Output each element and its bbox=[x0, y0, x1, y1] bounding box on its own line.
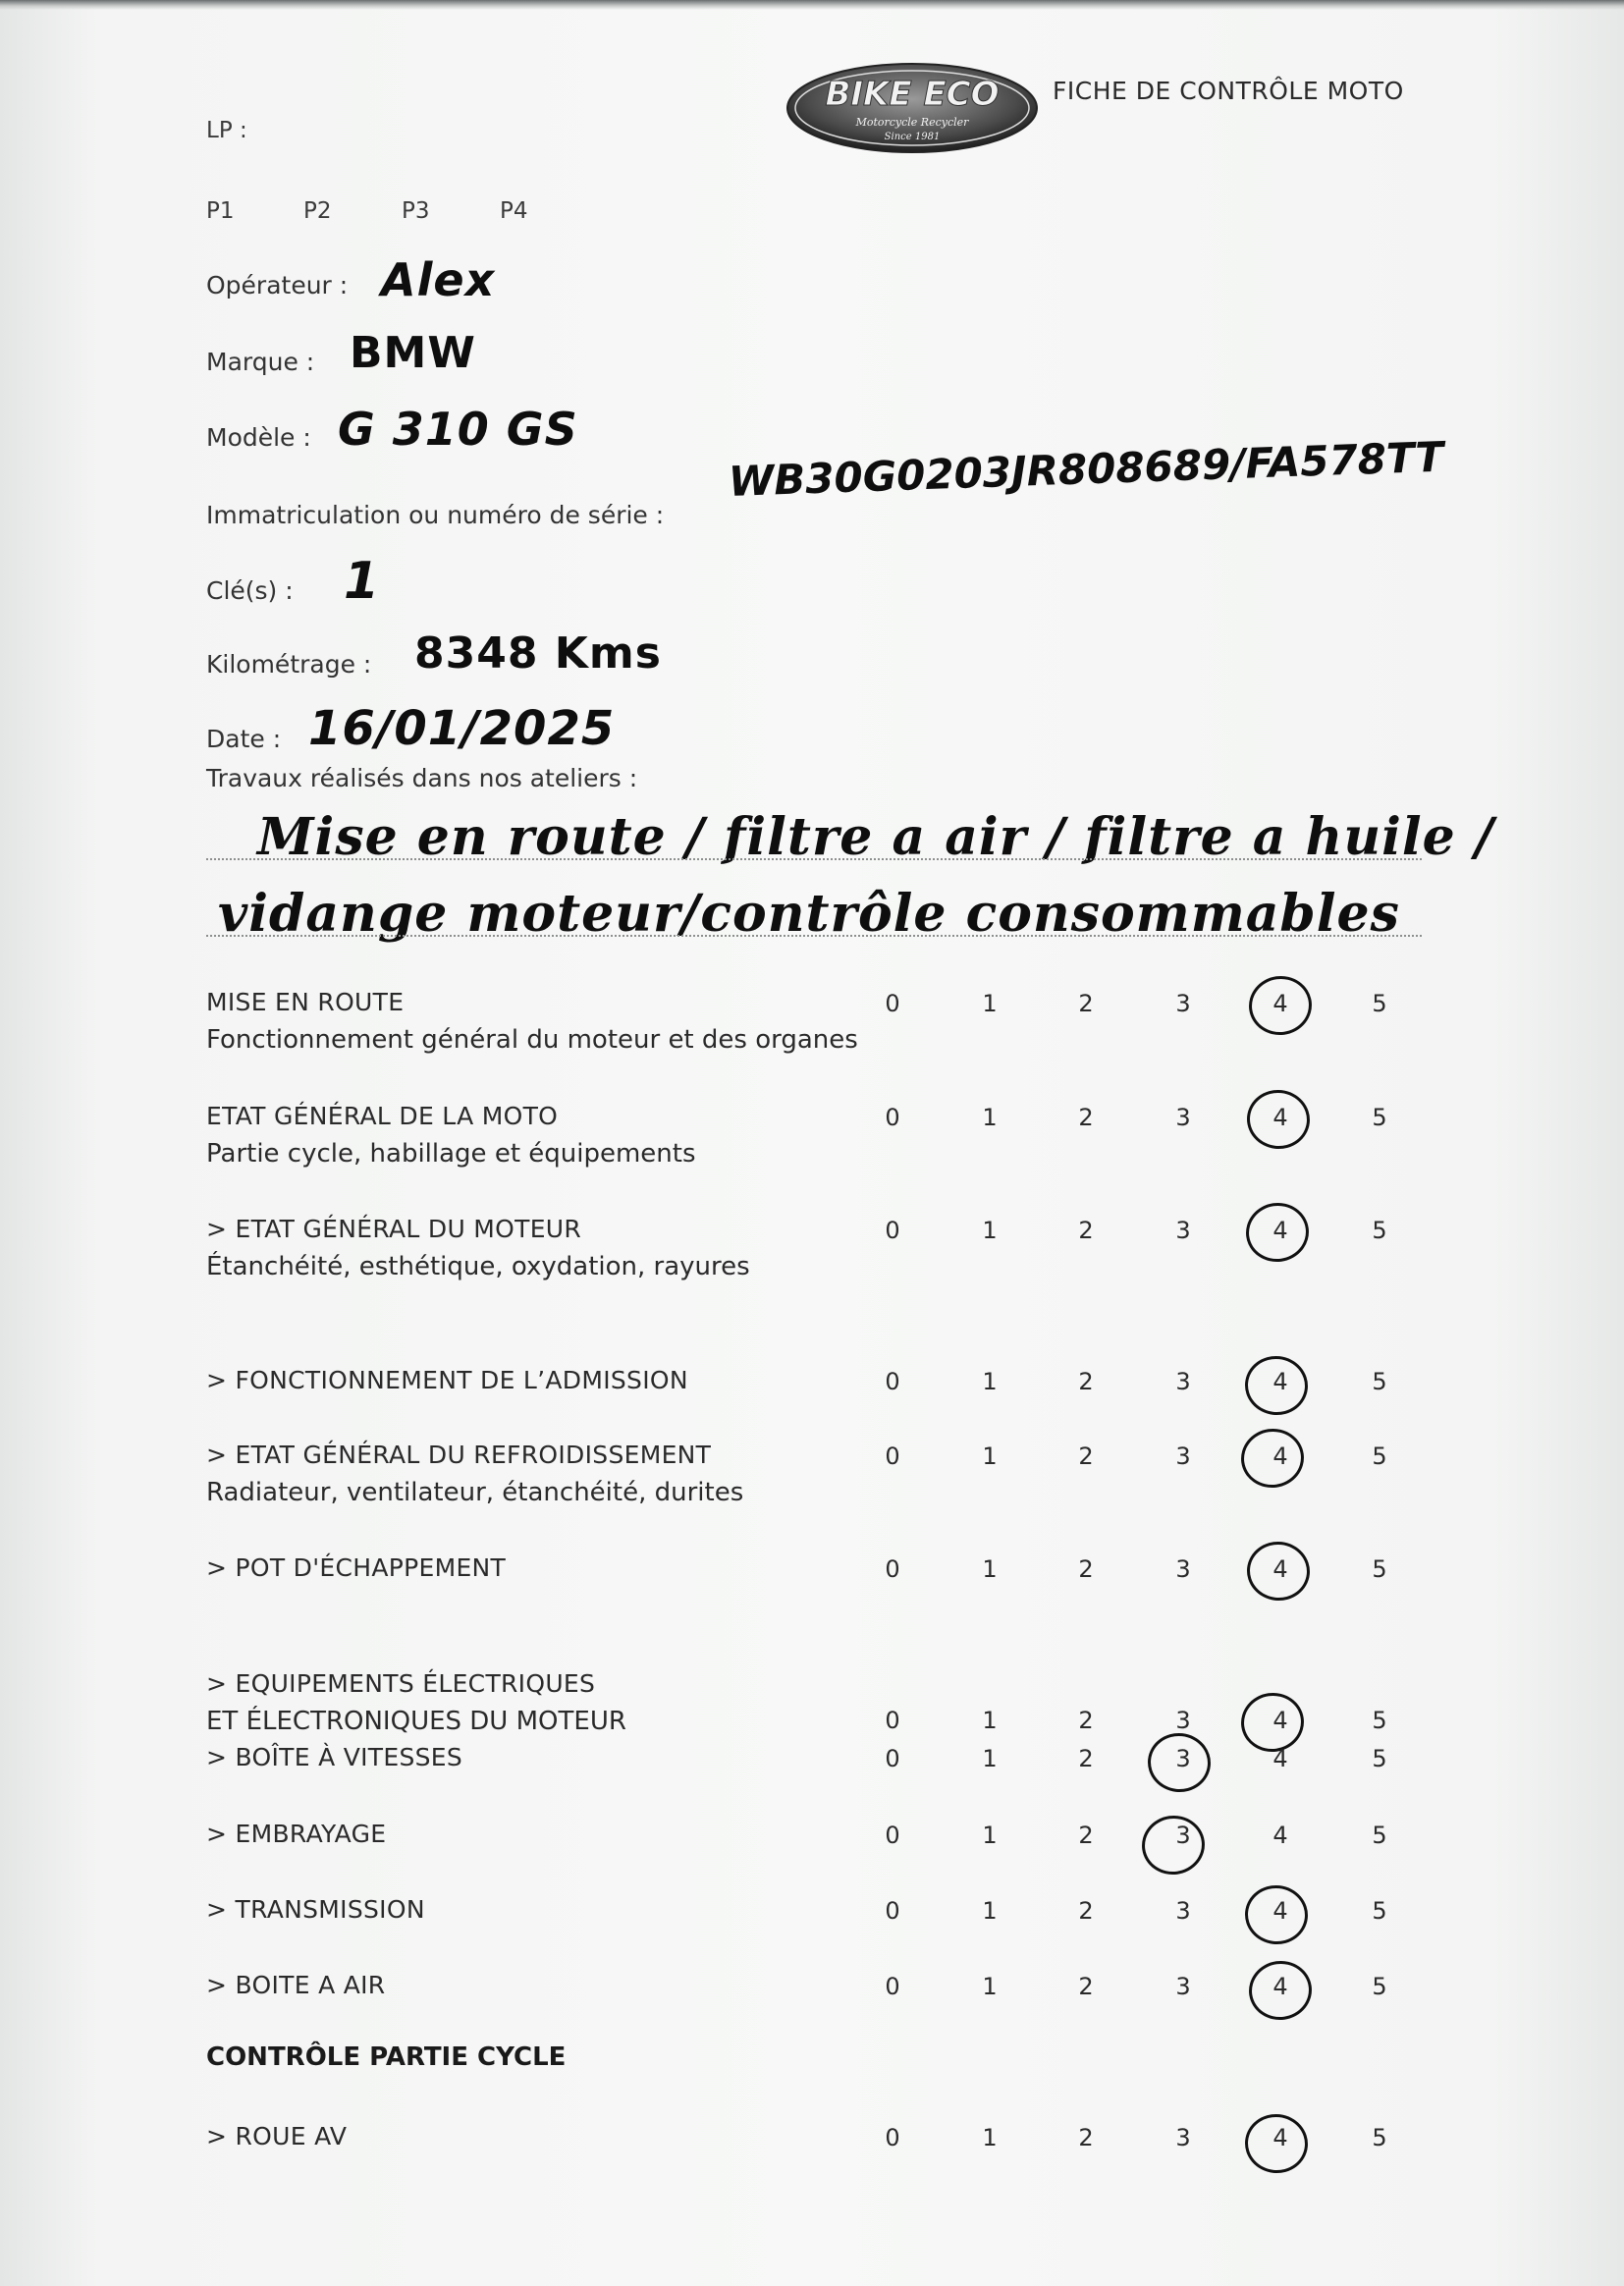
rating-item-title: > BOÎTE À VITESSES bbox=[206, 1743, 463, 1771]
rating-option-0[interactable]: 0 bbox=[885, 1897, 900, 1925]
rating-item-subtitle: Fonctionnement général du moteur et des organes bbox=[206, 1025, 858, 1055]
rating-item-subtitle: Radiateur, ventilateur, étanchéité, durites bbox=[206, 1478, 744, 1507]
rating-option-3[interactable]: 3 bbox=[1175, 1555, 1191, 1583]
rating-option-5[interactable]: 5 bbox=[1372, 1822, 1387, 1849]
rating-option-3[interactable]: 3 bbox=[1175, 1368, 1191, 1395]
work-dotted-line-1 bbox=[206, 858, 1422, 860]
brand-label: Marque : bbox=[206, 348, 315, 376]
model-label: Modèle : bbox=[206, 423, 311, 452]
rating-option-4[interactable]: 4 bbox=[1272, 1745, 1288, 1772]
rating-option-1[interactable]: 1 bbox=[982, 1368, 998, 1395]
rating-option-5[interactable]: 5 bbox=[1372, 1104, 1387, 1131]
rating-option-2[interactable]: 2 bbox=[1078, 1822, 1094, 1849]
rating-option-2[interactable]: 2 bbox=[1078, 1104, 1094, 1131]
mileage-label: Kilométrage : bbox=[206, 650, 372, 679]
keys-value: 1 bbox=[344, 552, 381, 611]
rating-item-title: > EMBRAYAGE bbox=[206, 1820, 387, 1848]
rating-option-4[interactable]: 4 bbox=[1272, 1555, 1288, 1583]
rating-item-title: > ETAT GÉNÉRAL DU MOTEUR bbox=[206, 1215, 582, 1243]
date-label: Date : bbox=[206, 725, 282, 753]
rating-item-subtitle: Étanchéité, esthétique, oxydation, rayures bbox=[206, 1252, 750, 1281]
rating-option-5[interactable]: 5 bbox=[1372, 1707, 1387, 1734]
rating-option-1[interactable]: 1 bbox=[982, 1973, 998, 2000]
rating-option-0[interactable]: 0 bbox=[885, 1707, 900, 1734]
rating-item-title: > POT D'ÉCHAPPEMENT bbox=[206, 1553, 507, 1582]
rating-option-1[interactable]: 1 bbox=[982, 1707, 998, 1734]
work-line-2: vidange moteur/contrôle consommables bbox=[218, 884, 1400, 944]
rating-option-4[interactable]: 4 bbox=[1272, 2124, 1288, 2151]
rating-option-1[interactable]: 1 bbox=[982, 2124, 998, 2151]
rating-option-1[interactable]: 1 bbox=[982, 1104, 998, 1131]
p-option-3: P3 bbox=[402, 198, 430, 224]
rating-option-4[interactable]: 4 bbox=[1272, 1707, 1288, 1734]
rating-option-3[interactable]: 3 bbox=[1175, 1707, 1191, 1734]
rating-option-4[interactable]: 4 bbox=[1272, 990, 1288, 1017]
rating-option-2[interactable]: 2 bbox=[1078, 1973, 1094, 2000]
form-title: FICHE DE CONTRÔLE MOTO bbox=[1053, 77, 1404, 105]
rating-item-subtitle: ET ÉLECTRONIQUES DU MOTEUR bbox=[206, 1707, 626, 1736]
rating-option-5[interactable]: 5 bbox=[1372, 1555, 1387, 1583]
rating-option-3[interactable]: 3 bbox=[1175, 1442, 1191, 1470]
rating-option-2[interactable]: 2 bbox=[1078, 1442, 1094, 1470]
rating-option-5[interactable]: 5 bbox=[1372, 1368, 1387, 1395]
rating-option-1[interactable]: 1 bbox=[982, 1555, 998, 1583]
rating-option-3[interactable]: 3 bbox=[1175, 1745, 1191, 1772]
rating-option-3[interactable]: 3 bbox=[1175, 1217, 1191, 1244]
rating-option-1[interactable]: 1 bbox=[982, 1897, 998, 1925]
rating-item-title: > FONCTIONNEMENT DE L’ADMISSION bbox=[206, 1366, 688, 1394]
rating-item-title: > BOITE A AIR bbox=[206, 1971, 386, 1999]
rating-option-1[interactable]: 1 bbox=[982, 1822, 998, 1849]
registration-value: WB30G0203JR808689/FA578TT bbox=[728, 432, 1444, 506]
work-label: Travaux réalisés dans nos ateliers : bbox=[206, 764, 638, 792]
rating-option-5[interactable]: 5 bbox=[1372, 990, 1387, 1017]
rating-item-title: MISE EN ROUTE bbox=[206, 988, 405, 1016]
rating-option-3[interactable]: 3 bbox=[1175, 990, 1191, 1017]
p-option-4: P4 bbox=[500, 198, 528, 224]
rating-option-1[interactable]: 1 bbox=[982, 1442, 998, 1470]
rating-option-3[interactable]: 3 bbox=[1175, 2124, 1191, 2151]
rating-option-2[interactable]: 2 bbox=[1078, 1745, 1094, 1772]
rating-option-4[interactable]: 4 bbox=[1272, 1217, 1288, 1244]
rating-option-5[interactable]: 5 bbox=[1372, 1897, 1387, 1925]
rating-option-2[interactable]: 2 bbox=[1078, 1217, 1094, 1244]
section-cycle-title: CONTRÔLE PARTIE CYCLE bbox=[206, 2042, 567, 2072]
work-dotted-line-2 bbox=[206, 935, 1422, 937]
rating-option-3[interactable]: 3 bbox=[1175, 1897, 1191, 1925]
rating-option-5[interactable]: 5 bbox=[1372, 2124, 1387, 2151]
rating-option-0[interactable]: 0 bbox=[885, 2124, 900, 2151]
rating-option-0[interactable]: 0 bbox=[885, 1217, 900, 1244]
rating-option-2[interactable]: 2 bbox=[1078, 1707, 1094, 1734]
rating-option-2[interactable]: 2 bbox=[1078, 1368, 1094, 1395]
rating-option-5[interactable]: 5 bbox=[1372, 1973, 1387, 2000]
rating-option-4[interactable]: 4 bbox=[1272, 1442, 1288, 1470]
model-value: G 310 GS bbox=[338, 403, 578, 456]
rating-option-0[interactable]: 0 bbox=[885, 1822, 900, 1849]
rating-item-title: > TRANSMISSION bbox=[206, 1895, 425, 1924]
rating-item-title: ETAT GÉNÉRAL DE LA MOTO bbox=[206, 1102, 559, 1130]
rating-option-0[interactable]: 0 bbox=[885, 1104, 900, 1131]
lp-label: LP : bbox=[206, 118, 247, 143]
rating-option-5[interactable]: 5 bbox=[1372, 1745, 1387, 1772]
logo-main-text: BIKE ECO bbox=[825, 75, 1000, 114]
rating-option-0[interactable]: 0 bbox=[885, 1973, 900, 2000]
p-option-2: P2 bbox=[303, 198, 332, 224]
date-value: 16/01/2025 bbox=[308, 701, 616, 756]
rating-option-4[interactable]: 4 bbox=[1272, 1822, 1288, 1849]
logo-since: Since 1981 bbox=[884, 132, 941, 142]
registration-label: Immatriculation ou numéro de série : bbox=[206, 501, 665, 529]
work-line-1: Mise en route / filtre a air / filtre a huile / bbox=[257, 807, 1494, 867]
mileage-value: 8348 Kms bbox=[414, 628, 662, 679]
rating-option-4[interactable]: 4 bbox=[1272, 1104, 1288, 1131]
rating-option-1[interactable]: 1 bbox=[982, 1217, 998, 1244]
rating-option-4[interactable]: 4 bbox=[1272, 1973, 1288, 2000]
rating-option-0[interactable]: 0 bbox=[885, 990, 900, 1017]
rating-option-4[interactable]: 4 bbox=[1272, 1368, 1288, 1395]
rating-option-0[interactable]: 0 bbox=[885, 1745, 900, 1772]
p-option-1: P1 bbox=[206, 198, 235, 224]
rating-option-4[interactable]: 4 bbox=[1272, 1897, 1288, 1925]
rating-option-0[interactable]: 0 bbox=[885, 1442, 900, 1470]
keys-label: Clé(s) : bbox=[206, 576, 294, 605]
rating-option-0[interactable]: 0 bbox=[885, 1368, 900, 1395]
rating-item-title: > ETAT GÉNÉRAL DU REFROIDISSEMENT bbox=[206, 1441, 712, 1469]
brand-value: BMW bbox=[350, 328, 476, 378]
logo-subtext: Motorcycle Recycler bbox=[855, 116, 969, 129]
rating-option-5[interactable]: 5 bbox=[1372, 1217, 1387, 1244]
rating-option-2[interactable]: 2 bbox=[1078, 1555, 1094, 1583]
rating-option-3[interactable]: 3 bbox=[1175, 1822, 1191, 1849]
rating-item-subtitle: Partie cycle, habillage et équipements bbox=[206, 1139, 696, 1169]
rating-option-2[interactable]: 2 bbox=[1078, 1897, 1094, 1925]
rating-option-2[interactable]: 2 bbox=[1078, 2124, 1094, 2151]
rating-option-1[interactable]: 1 bbox=[982, 990, 998, 1017]
rating-option-2[interactable]: 2 bbox=[1078, 990, 1094, 1017]
rating-item-title: > ROUE AV bbox=[206, 2122, 348, 2150]
rating-item-title: > EQUIPEMENTS ÉLECTRIQUES bbox=[206, 1669, 596, 1698]
rating-option-0[interactable]: 0 bbox=[885, 1555, 900, 1583]
rating-option-1[interactable]: 1 bbox=[982, 1745, 998, 1772]
operator-label: Opérateur : bbox=[206, 271, 349, 299]
operator-value: Alex bbox=[381, 253, 496, 306]
rating-option-3[interactable]: 3 bbox=[1175, 1104, 1191, 1131]
sheet-edge-shadow bbox=[0, 0, 1624, 10]
rating-option-3[interactable]: 3 bbox=[1175, 1973, 1191, 2000]
rating-option-5[interactable]: 5 bbox=[1372, 1442, 1387, 1470]
bike-eco-logo bbox=[785, 61, 1039, 155]
